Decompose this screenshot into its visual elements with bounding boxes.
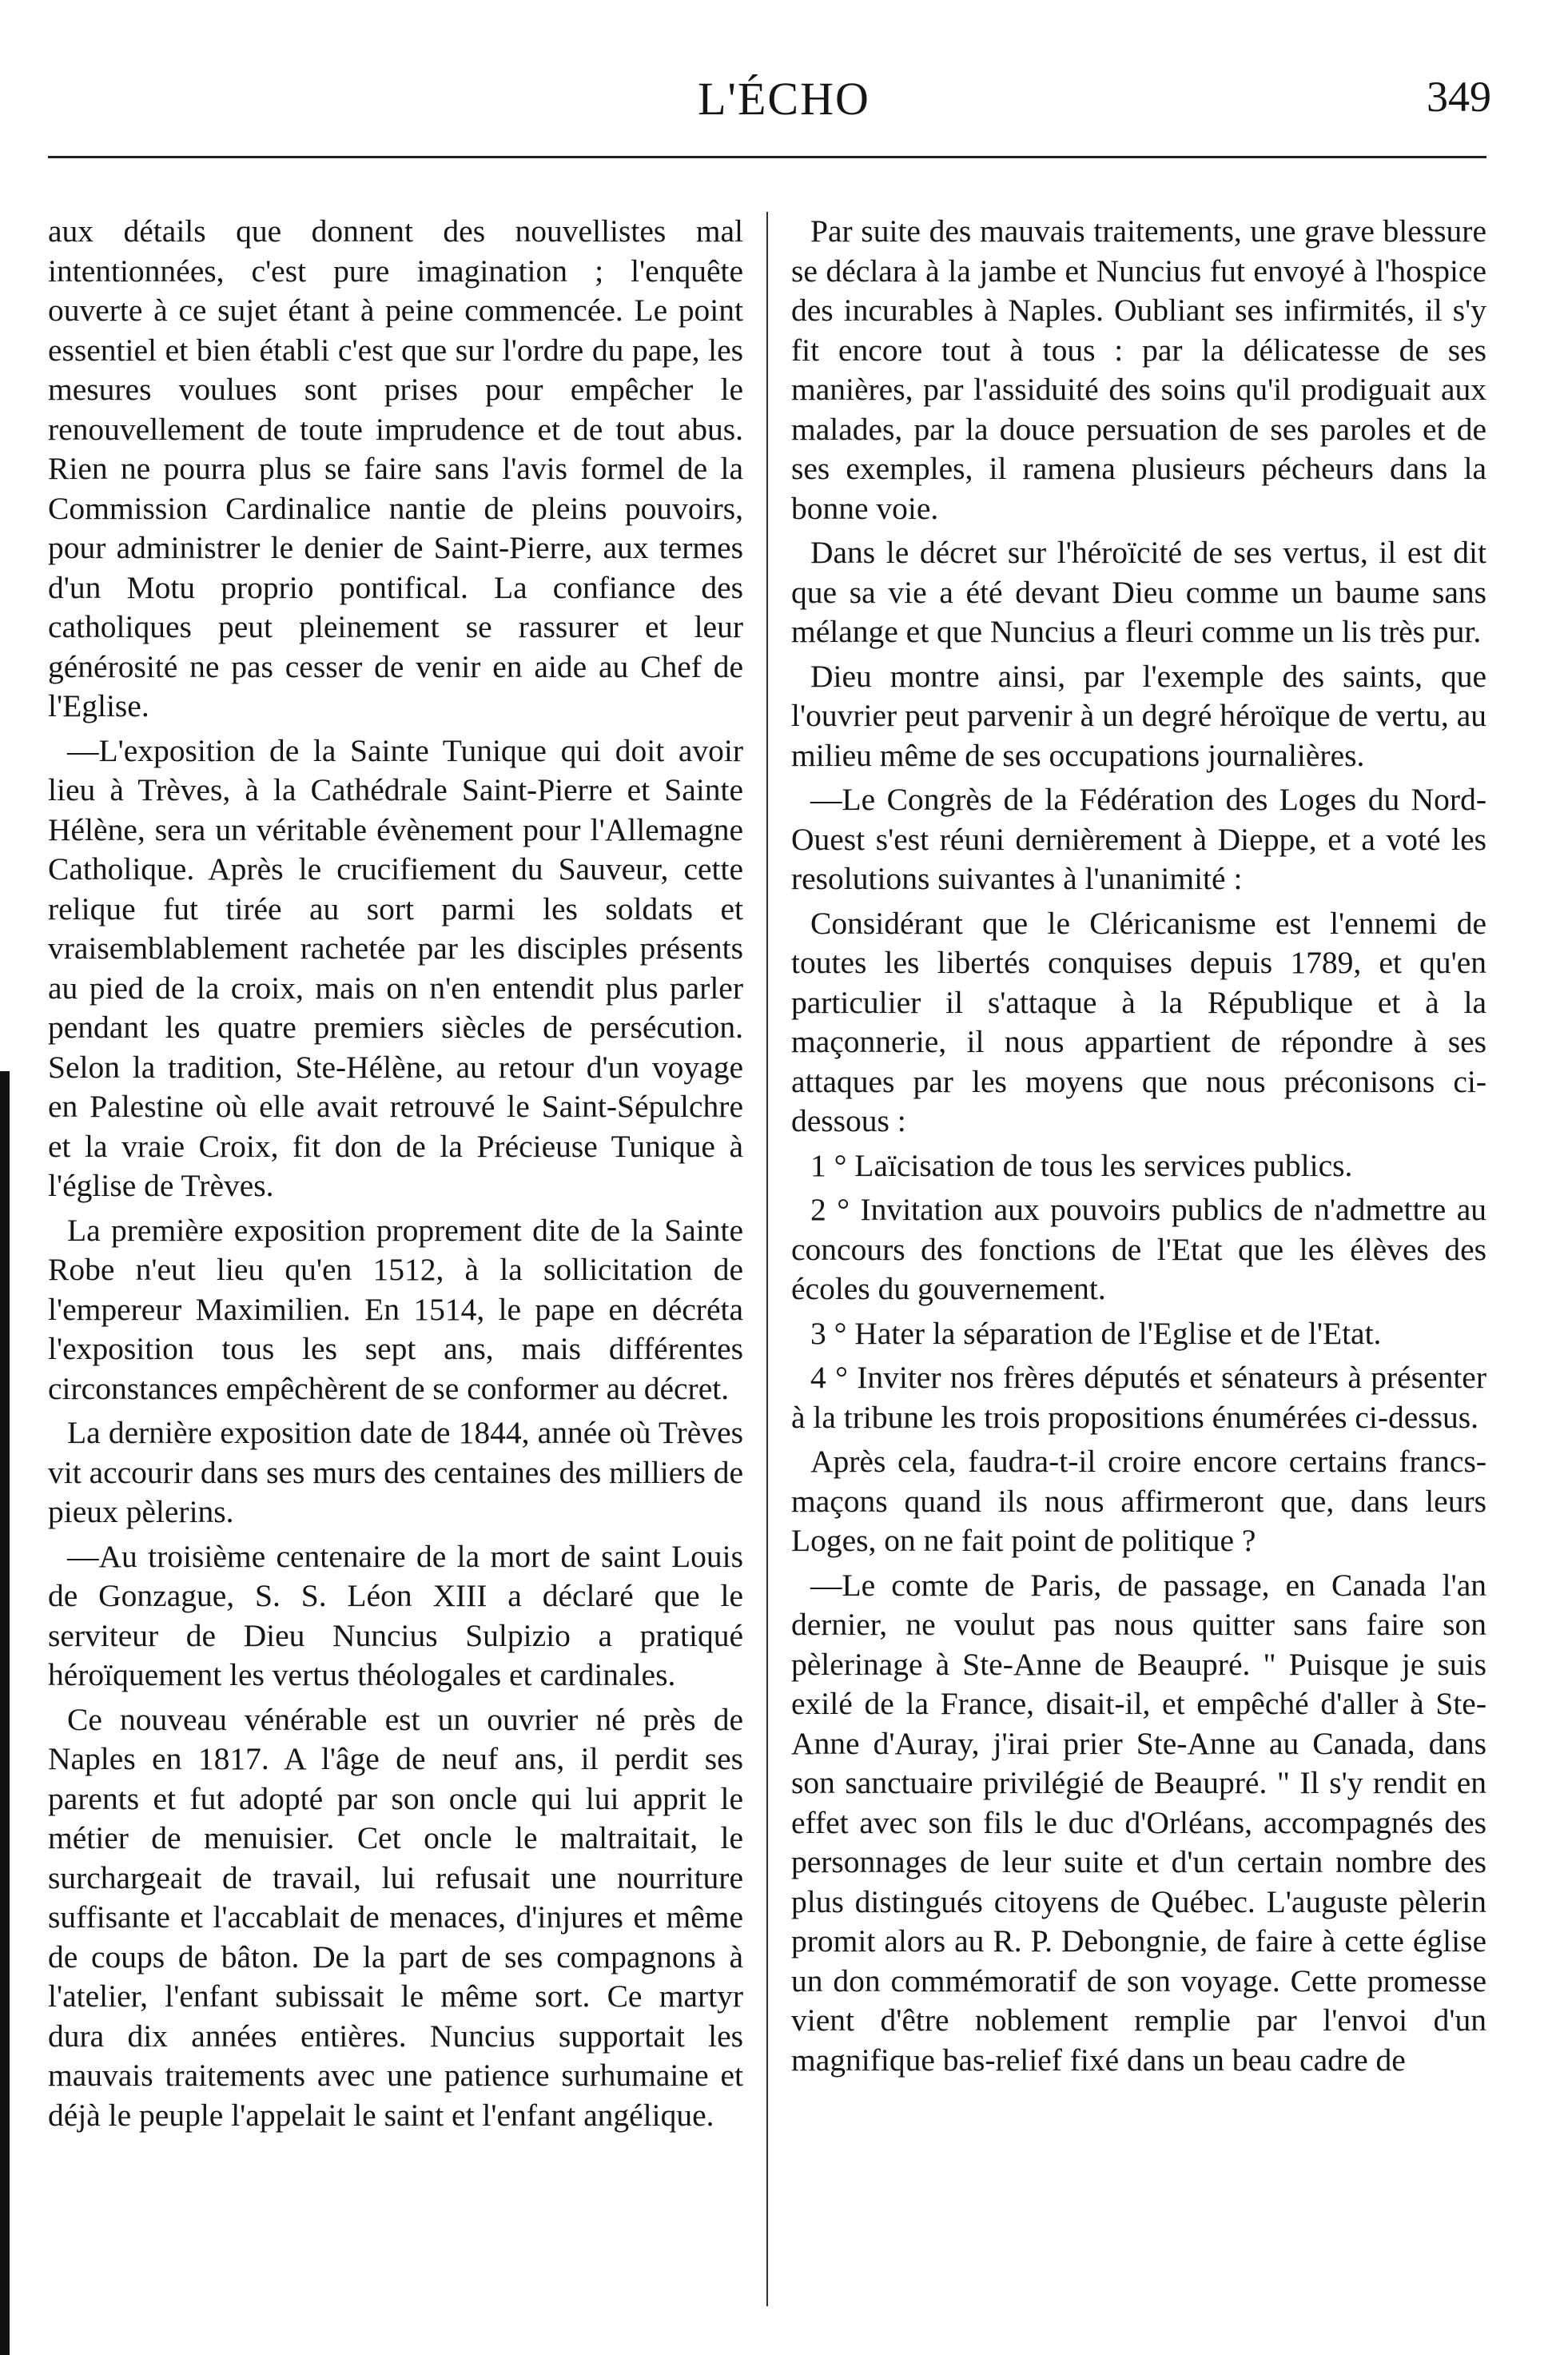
paragraph: Dieu montre ainsi, par l'exemple des saints, que l'ouvrier peut parvenir à un degré héroïque de vertu, au milieu même de ses occupations journalières. <box>791 658 1486 773</box>
paragraph: Ce nouveau vénérable est un ouvrier né près de Naples en 1817. A l'âge de neuf ans, il perdit ses parents et fut adopté par son oncle qui lui apprit le métier de menuisier. Cet oncle le maltraitait, le surchargeait de travail, lui refusait une nourriture suffisante et l'accablait de menaces, d'injures et même de coups de bâton. De la part de ses compagnons à l'atelier, l'enfant subissait le même sort. Ce martyr dura dix années entières. Nuncius supportait les mauvais traitements avec une patience surhumaine et déjà le peuple l'appelait le saint et l'enfant angélique. <box>48 1701 743 2133</box>
text-columns <box>48 212 1486 2306</box>
column-divider <box>766 212 768 2306</box>
paragraph: Par suite des mauvais traitements, une grave blessure se déclara à la jambe et Nuncius fut envoyé à l'hospice des incurables à Naples. Oubliant ses infirmités, il s'y fit encore tout à tous : par la délicatesse de ses manières, par l'assiduité des soins qu'il prodiguait aux malades, par la douce persuation de ses paroles et de ses exemples, il ramena plusieurs pécheurs dans la bonne voie. <box>791 213 1486 526</box>
scan-edge-shadow <box>0 1071 10 2355</box>
list-item: 3 ° Hater la séparation de l'Eglise et de l'Etat. <box>810 1315 1382 1351</box>
paragraph: —Au troisième centenaire de la mort de saint Louis de Gonzague, S. S. Léon XIII a déclaré que le serviteur de Dieu Nuncius Sulpizio a pratiqué héroïquement les vertus théologales et cardinales. <box>48 1538 743 1692</box>
paragraph: —Le comte de Paris, de passage, en Canada l'an dernier, ne voulut pas nous quitter sans faire son pèlerinage à Ste-Anne de Beaupré. " Puisque je suis exilé de la France, disait-il, et empêché d'aller à Ste-Anne d'Auray, j'irai prier Ste-Anne au Canada, dans son sanctuaire privilégié de Beaupré. " Il s'y rendit en effet avec son fils le duc d'Orléans, accompagnés des personnages de leur suite et d'un certain nombre des plus distingués citoyens de Québec. L'auguste pèlerin promit alors au R. P. Debongnie, de faire à cette église un don commémoratif de son voyage. Cette promesse vient d'être noblement remplie par l'envoi d'un magnifique bas-relief fixé dans un beau cadre de <box>791 1567 1486 2078</box>
left-column <box>48 212 743 2306</box>
paragraph: Considérant que le Cléricanisme est l'ennemi de toutes les libertés conquises depuis 1789, et qu'en particulier il s'attaque à la République et à la maçonnerie, il nous appartient de répondre à ses attaques par les moyens que nous préconisons ci-dessous : <box>791 905 1486 1138</box>
list-item: 1 ° Laïcisation de tous les services publics. <box>810 1147 1353 1183</box>
list-item: 2 ° Invitation aux pouvoirs publics de n'admettre au concours des fonctions de l'Etat que les élèves des écoles du gouvernement. <box>791 1192 1486 1306</box>
page-header <box>0 72 1568 144</box>
paragraph: La première exposition proprement dite de la Sainte Robe n'eut lieu qu'en 1512, à la sollicitation de l'empereur Maximilien. En 1514, le pape en décréta l'exposition tous les sept ans, mais différentes circonstances empêchèrent de se conformer au décret. <box>48 1212 743 1406</box>
paragraph: aux détails que donnent des nouvellistes mal intentionnées, c'est pure imagination ; l'enquête ouverte à ce sujet étant à peine commencée. Le point essentiel et bien établi c'est que sur l'ordre du pape, les mesures voulues sont prises pour empêcher le renouvellement de toute imprudence et de tout abus. Rien ne pourra plus se faire sans l'avis formel de la Commission Cardinalice nantie de pleins pouvoirs, pour administrer le denier de Saint-Pierre, aux termes d'un Motu proprio pontifical. La confiance des catholiques peut pleinement se rassurer et leur générosité ne pas cesser de venir en aide au Chef de l'Eglise. <box>48 213 743 723</box>
paragraph: —Le Congrès de la Fédération des Loges du Nord-Ouest s'est réuni dernièrement à Dieppe, et a voté les resolutions suivantes à l'unanimité : <box>791 782 1486 896</box>
running-title: L'ÉCHO <box>698 73 870 125</box>
page-number: 349 <box>1427 73 1491 121</box>
right-column <box>791 212 1486 2306</box>
paragraph: La dernière exposition date de 1844, année où Trèves vit accourir dans ses murs des centaines des milliers de pieux pèlerins. <box>48 1415 743 1529</box>
header-rule <box>48 156 1486 158</box>
list-item: 4 ° Inviter nos frères députés et sénateurs à présenter à la tribune les trois propositions énumérées ci-dessus. <box>791 1360 1486 1435</box>
paragraph: —L'exposition de la Sainte Tunique qui doit avoir lieu à Trèves, à la Cathédrale Saint-Pierre et Sainte Hélène, sera un véritable évènement pour l'Allemagne Catholique. Après le crucifiement du Sauveur, cette relique fut tirée au sort parmi les soldats et vraisemblablement rachetée par les disciples présents au pied de la croix, mais on n'en entendit plus parler pendant les quatre premiers siècles de persécution. Selon la tradition, Ste-Hélène, au retour d'un voyage en Palestine où elle avait retrouvé le Saint-Sépulchre et la vraie Croix, fit don de la Précieuse Tunique à l'église de Trèves. <box>48 732 743 1203</box>
paragraph: Après cela, faudra-t-il croire encore certains francs-maçons quand ils nous affirmeront que, dans leurs Loges, on ne fait point de politique ? <box>791 1444 1486 1558</box>
paragraph: Dans le décret sur l'héroïcité de ses vertus, il est dit que sa vie a été devant Dieu comme un baume sans mélange et que Nuncius a fleuri comme un lis très pur. <box>791 535 1486 649</box>
